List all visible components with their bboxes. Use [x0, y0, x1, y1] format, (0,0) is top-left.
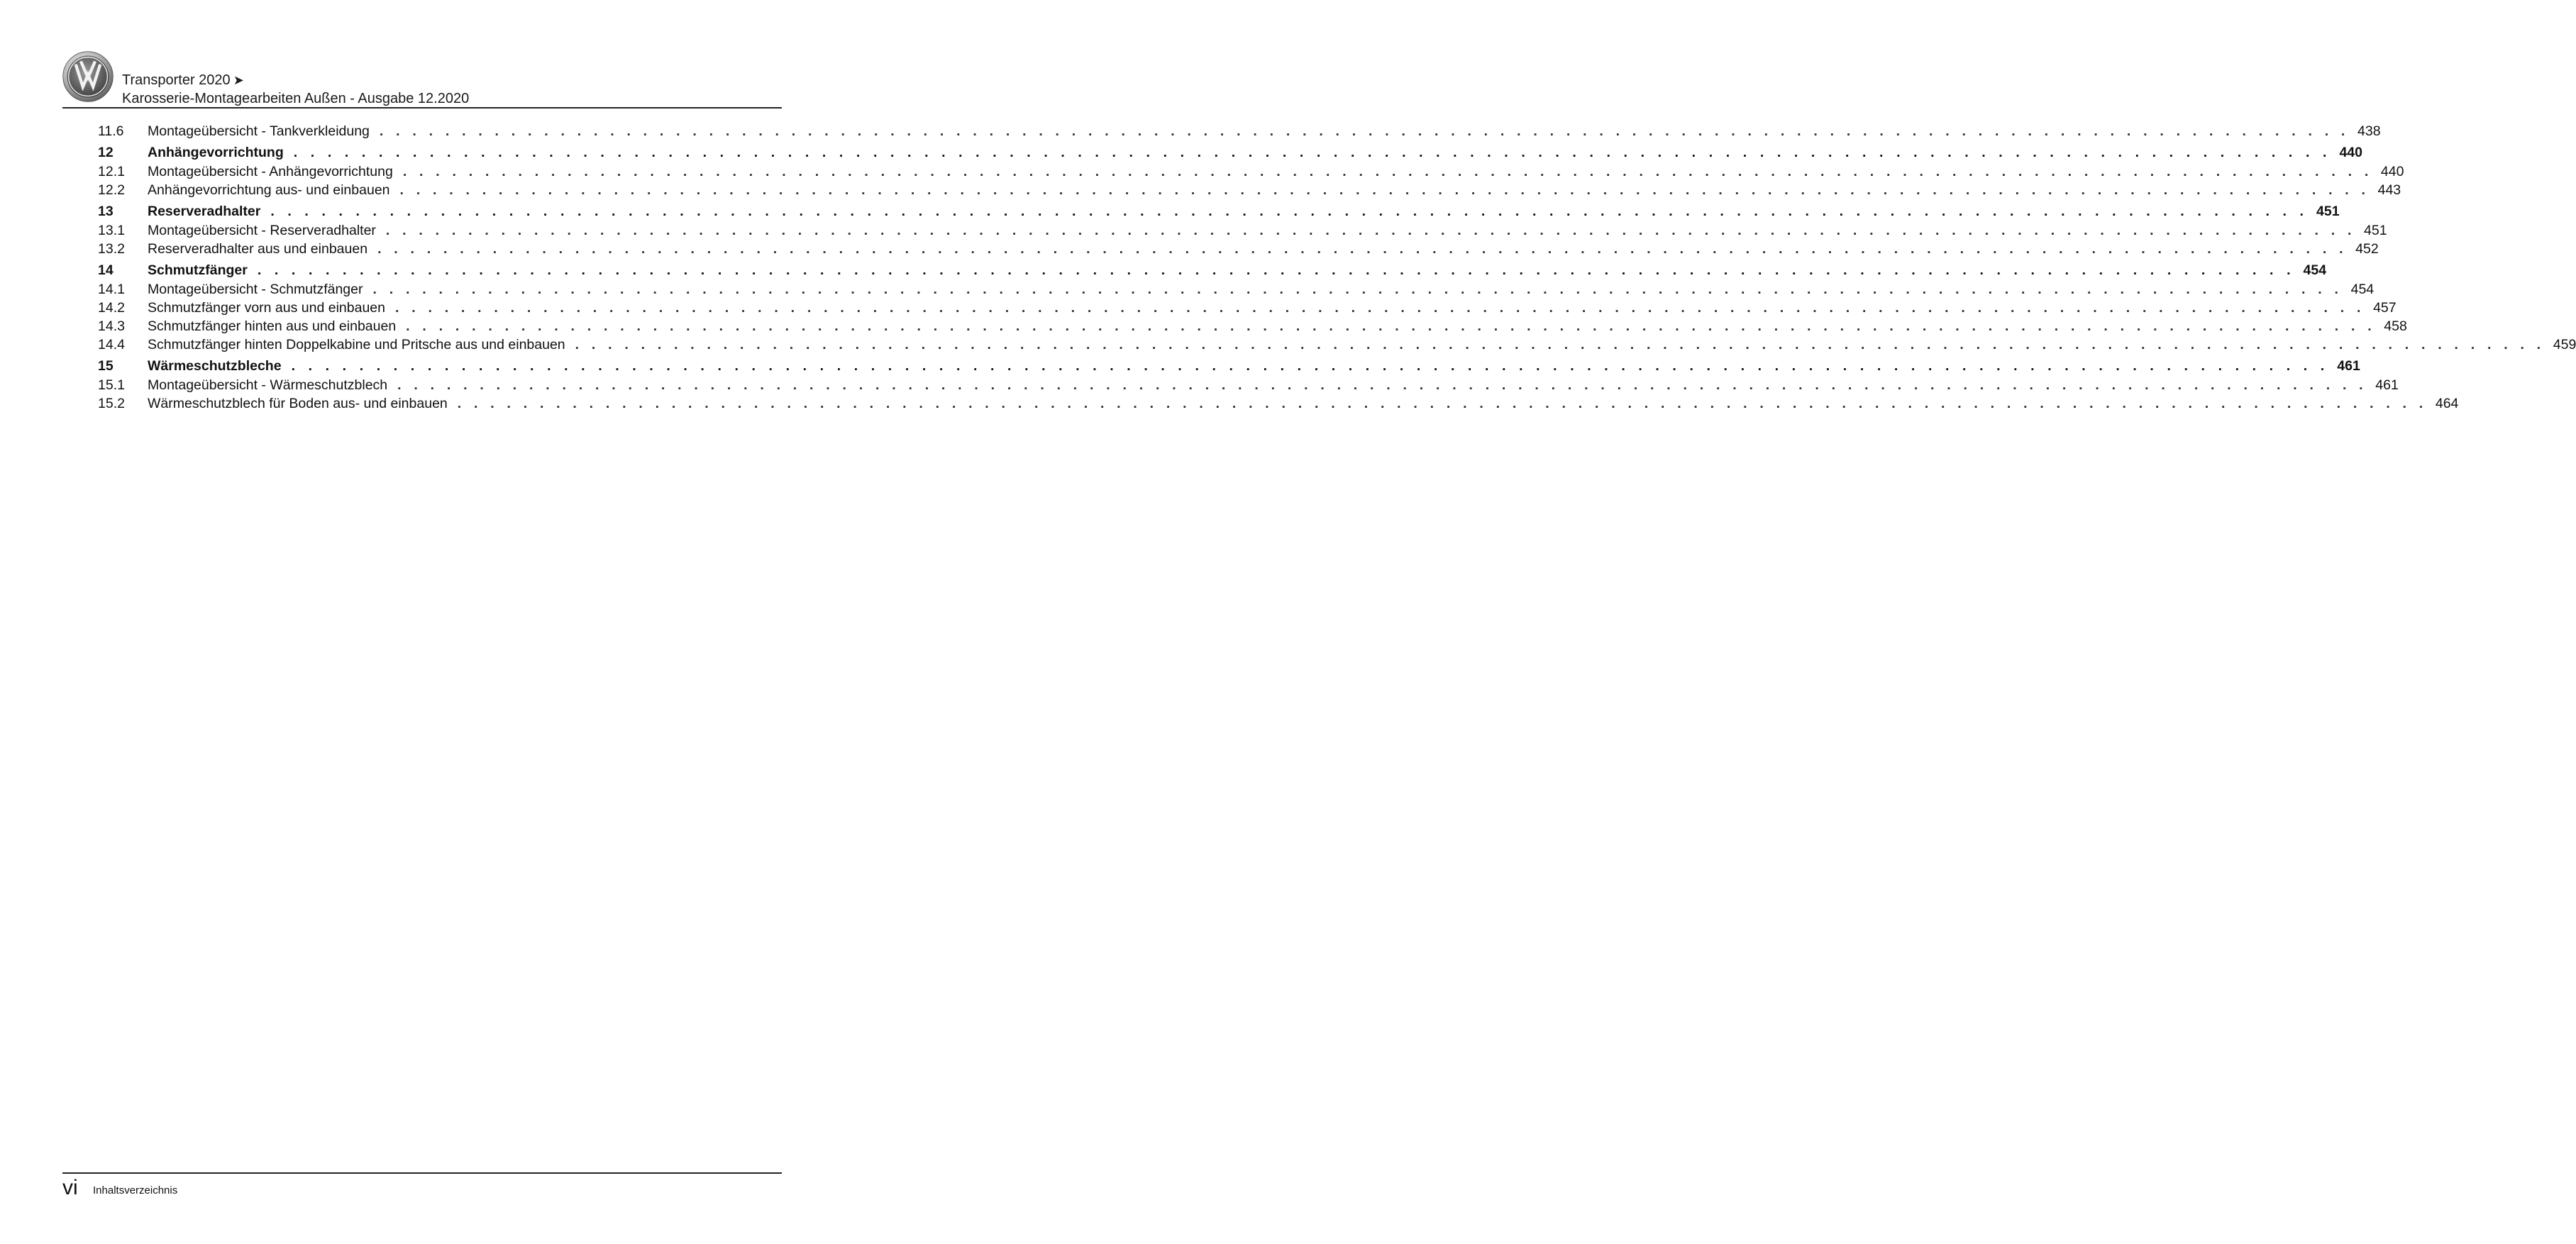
toc-dot-leader: . . . . . . . . . . . . . . . . . . . . . . . . . . . . . . . . . . . . . . . . . . . . . . . . . . . . . . . . . . . . . . . . . . . . . . . . . . . . . . . . . . . . . . . . . . . . . . . . . . . . . . . . . . . . . . . . . . . . . . . . [372, 282, 2343, 297]
toc-chapter-entry[interactable] [98, 143, 2362, 162]
toc-entry-page: 458 [2384, 318, 2407, 334]
toc-entry[interactable] [98, 335, 2576, 354]
footer-divider [62, 1172, 782, 1174]
toc-entry-title: Anhängevorrichtung [148, 145, 284, 160]
header-divider [62, 107, 782, 109]
toc-dot-leader: . . . . . . . . . . . . . . . . . . . . . . . . . . . . . . . . . . . . . . . . . . . . . . . . . . . . . . . . . . . . . . . . . . . . . . . . . . . . . . . . . . . . . . . . . . . . . . . . . . . . . . . . . . . . . . . . . . . . . . . . [379, 123, 2350, 139]
toc-entry-number: 12.2 [98, 182, 125, 198]
toc-entry-page: 440 [2380, 164, 2404, 179]
toc-entry-page: 451 [2316, 204, 2340, 219]
toc-entry-page: 452 [2355, 241, 2379, 257]
toc-entry-number: 13.2 [98, 241, 125, 257]
toc-entry-page: 459 [2553, 337, 2576, 352]
toc-dot-leader: . . . . . . . . . . . . . . . . . . . . . . . . . . . . . . . . . . . . . . . . . . . . . . . . . . . . . . . . . . . . . . . . . . . . . . . . . . . . . . . . . . . . . . . . . . . . . . . . . . . . . . . . . . . . . . . . . . . . . . . . [377, 241, 2348, 257]
toc-dot-leader: . . . . . . . . . . . . . . . . . . . . . . . . . . . . . . . . . . . . . . . . . . . . . . . . . . . . . . . . . . . . . . . . . . . . . . . . . . . . . . . . . . . . . . . . . . . . . . . . . . . . . . . . . . . . . . . . . . . . . . . . [293, 145, 2331, 160]
toc-chapter-entry[interactable] [98, 357, 2360, 376]
toc-entry[interactable] [98, 280, 2375, 299]
toc-entry[interactable] [98, 394, 2459, 413]
toc-entry-page: 454 [2303, 262, 2327, 278]
toc-entry[interactable] [98, 162, 2404, 181]
toc-entry-page: 461 [2375, 377, 2399, 393]
toc-entry-title: Wärmeschutzbleche [148, 358, 282, 374]
toc-entry-number: 13.1 [98, 223, 125, 238]
toc-dot-leader: . . . . . . . . . . . . . . . . . . . . . . . . . . . . . . . . . . . . . . . . . . . . . . . . . . . . . . . . . . . . . . . . . . . . . . . . . . . . . . . . . . . . . . . . . . . . . . . . . . . . . . . . . . . . . . . . . . . . . . . . [402, 164, 2373, 179]
toc-entry-number: 12.1 [98, 164, 125, 179]
toc-entry[interactable] [98, 317, 2407, 335]
toc-dot-leader: . . . . . . . . . . . . . . . . . . . . . . . . . . . . . . . . . . . . . . . . . . . . . . . . . . . . . . . . . . . . . . . . . . . . . . . . . . . . . . . . . . . . . . . . . . . . . . . . . . . . . . . . . . . . . . . . . . . . . . . . [394, 300, 2365, 316]
toc-entry-page: 451 [2364, 223, 2387, 238]
toc-dot-leader: . . . . . . . . . . . . . . . . . . . . . . . . . . . . . . . . . . . . . . . . . . . . . . . . . . . . . . . . . . . . . . . . . . . . . . . . . . . . . . . . . . . . . . . . . . . . . . . . . . . . . . . . . . . . . . . . . . . . . . . . [457, 396, 2428, 411]
toc-entry-page: 438 [2357, 123, 2381, 139]
toc-entry-title: Anhängevorrichtung aus- und einbauen [148, 182, 390, 198]
toc-entry[interactable] [98, 240, 2379, 258]
toc-dot-leader: . . . . . . . . . . . . . . . . . . . . . . . . . . . . . . . . . . . . . . . . . . . . . . . . . . . . . . . . . . . . . . . . . . . . . . . . . . . . . . . . . . . . . . . . . . . . . . . . . . . . . . . . . . . . . . . . . . . . . . . . [406, 318, 2376, 334]
toc-entry-title: Wärmeschutzblech für Boden aus- und einbauen [148, 396, 448, 411]
toc-entry-title: Reserveradhalter [148, 204, 261, 219]
table-of-contents [98, 122, 2576, 413]
toc-entry-title: Schmutzfänger hinten aus und einbauen [148, 318, 397, 334]
header-model-line [122, 71, 469, 89]
header-model: Transporter 2020 [122, 72, 231, 88]
toc-entry-page: 443 [2377, 182, 2401, 198]
toc-entry[interactable] [98, 221, 2387, 240]
toc-entry-number: 14.3 [98, 318, 125, 334]
toc-dot-leader: . . . . . . . . . . . . . . . . . . . . . . . . . . . . . . . . . . . . . . . . . . . . . . . . . . . . . . . . . . . . . . . . . . . . . . . . . . . . . . . . . . . . . . . . . . . . . . . . . . . . . . . . . . . . . . . . . . . . . . . . [399, 182, 2370, 198]
toc-entry-title: Schmutzfänger hinten Doppelkabine und Pritsche aus und einbauen [148, 337, 565, 352]
toc-entry[interactable] [98, 122, 2381, 140]
arrow-icon: ➤ [233, 73, 244, 87]
toc-entry-title: Schmutzfänger vorn aus und einbauen [148, 300, 385, 316]
toc-entry-number: 14.2 [98, 300, 125, 316]
toc-dot-leader: . . . . . . . . . . . . . . . . . . . . . . . . . . . . . . . . . . . . . . . . . . . . . . . . . . . . . . . . . . . . . . . . . . . . . . . . . . . . . . . . . . . . . . . . . . . . . . . . . . . . . . . . . . . . . . . . . . . . . . . . [257, 262, 2296, 278]
toc-entry-number: 15.1 [98, 377, 125, 393]
toc-dot-leader: . . . . . . . . . . . . . . . . . . . . . . . . . . . . . . . . . . . . . . . . . . . . . . . . . . . . . . . . . . . . . . . . . . . . . . . . . . . . . . . . . . . . . . . . . . . . . . . . . . . . . . . . . . . . . . . . . . . . . . . . [385, 223, 2356, 238]
toc-entry-number: 11.6 [98, 123, 124, 139]
toc-entry-title: Montageübersicht - Reserveradhalter [148, 223, 376, 238]
toc-entry-title: Montageübersicht - Wärmeschutzblech [148, 377, 388, 393]
toc-chapter-entry[interactable] [98, 261, 2327, 280]
header-subtitle: Karosserie-Montagearbeiten Außen - Ausgabe 12.2020 [122, 91, 470, 106]
toc-dot-leader: . . . . . . . . . . . . . . . . . . . . . . . . . . . . . . . . . . . . . . . . . . . . . . . . . . . . . . . . . . . . . . . . . . . . . . . . . . . . . . . . . . . . . . . . . . . . . . . . . . . . . . . . . . . . . . . . . . . . . . . . [575, 337, 2545, 352]
toc-entry-title: Montageübersicht - Schmutzfänger [148, 282, 363, 297]
toc-entry-number: 14.1 [98, 282, 125, 297]
toc-entry-number: 14 [98, 262, 114, 278]
toc-entry-number: 15.2 [98, 396, 125, 411]
footer-section-label: Inhaltsverzeichnis [93, 1184, 178, 1196]
toc-entry-title: Montageübersicht - Anhängevorrichtung [148, 164, 393, 179]
toc-dot-leader: . . . . . . . . . . . . . . . . . . . . . . . . . . . . . . . . . . . . . . . . . . . . . . . . . . . . . . . . . . . . . . . . . . . . . . . . . . . . . . . . . . . . . . . . . . . . . . . . . . . . . . . . . . . . . . . . . . . . . . . . [397, 377, 2367, 393]
toc-dot-leader: . . . . . . . . . . . . . . . . . . . . . . . . . . . . . . . . . . . . . . . . . . . . . . . . . . . . . . . . . . . . . . . . . . . . . . . . . . . . . . . . . . . . . . . . . . . . . . . . . . . . . . . . . . . . . . . . . . . . . . . . [270, 204, 2309, 219]
toc-entry-number: 14.4 [98, 337, 125, 352]
toc-entry-number: 15 [98, 358, 114, 374]
toc-entry[interactable] [98, 376, 2399, 394]
toc-entry-title: Reserveradhalter aus und einbauen [148, 241, 368, 257]
toc-entry-number: 12 [98, 145, 114, 160]
toc-entry-page: 461 [2337, 358, 2360, 374]
page-number: vi [62, 1176, 78, 1199]
toc-entry-page: 440 [2339, 145, 2362, 160]
toc-dot-leader: . . . . . . . . . . . . . . . . . . . . . . . . . . . . . . . . . . . . . . . . . . . . . . . . . . . . . . . . . . . . . . . . . . . . . . . . . . . . . . . . . . . . . . . . . . . . . . . . . . . . . . . . . . . . . . . . . . . . . . . . [291, 358, 2329, 374]
toc-chapter-entry[interactable] [98, 202, 2340, 221]
toc-entry-page: 464 [2435, 396, 2459, 411]
running-header [122, 71, 469, 108]
toc-entry-title: Montageübersicht - Tankverkleidung [148, 123, 370, 139]
toc-entry-title: Schmutzfänger [148, 262, 248, 278]
toc-entry-page: 457 [2373, 300, 2397, 316]
toc-entry-number: 13 [98, 204, 114, 219]
toc-entry[interactable] [98, 181, 2401, 199]
vw-logo-icon [62, 51, 114, 102]
toc-entry-page: 454 [2350, 282, 2375, 297]
toc-entry[interactable] [98, 299, 2397, 317]
